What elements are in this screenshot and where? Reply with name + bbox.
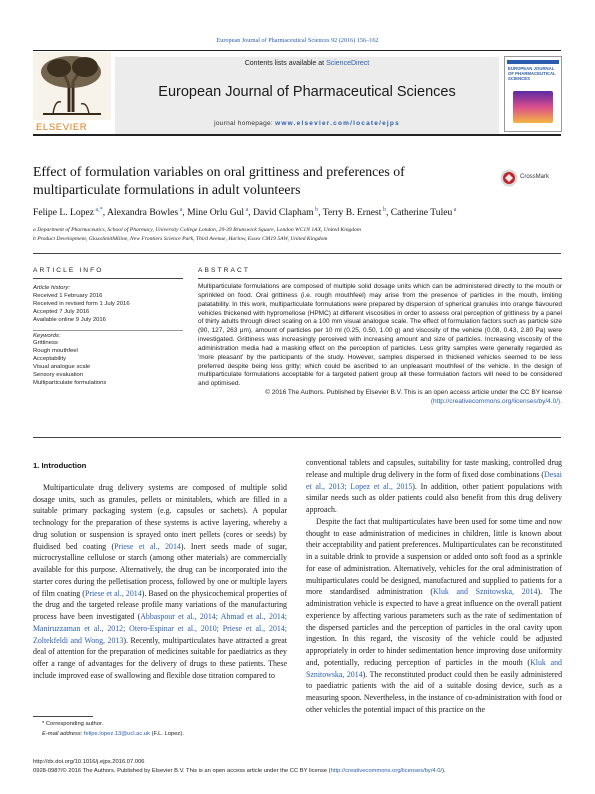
body-text: Multiparticulate drug delivery systems are composed of multiple solid dosage units, such as granules, pellets or minitablets, which are filled in a suitable primary packaging system (e.g. capsules or sachets). A popular technology for the preparation of these systems is active layering, whereby a drug solution or suspension is sprayed onto inert pellets (cores or seeds) by fluidised bed coating ( bbox=[33, 482, 287, 551]
author-name[interactable]: Alexandra Bowles bbox=[106, 207, 179, 219]
doi-link[interactable]: http://dx.doi.org/10.1016/j.ejps.2016.07.006 bbox=[33, 759, 145, 765]
author-list: Felipe L. Lopez $^{a,*}$, Alexandra Bowles $^a$, Mine Orlu Gul $^a$, David Clapham $^b$, Terry B. Ernest $^b$, Catherine Tuleu $^a$ bbox=[33, 207, 457, 219]
journal-cover-thumbnail bbox=[504, 56, 562, 132]
author-name[interactable]: David Clapham bbox=[253, 207, 314, 219]
sciencedirect-link[interactable]: ScienceDirect bbox=[326, 60, 370, 67]
issn-line bbox=[33, 768, 446, 774]
crossmark-badge[interactable] bbox=[500, 168, 560, 188]
homepage-link[interactable]: www.elsevier.com/locate/ejps bbox=[275, 120, 400, 127]
body-text: ). The reconstituted product could then be easily administered to paediatric patients with the aid of a suitable dosing device, such as a measuring spoon. Nevertheless, in the instance of co-administration with food or other vehicles the potential impact of this practice on the bbox=[306, 669, 563, 714]
author-affil-marker[interactable]: a bbox=[179, 207, 183, 213]
author-name[interactable]: Felipe L. Lopez bbox=[33, 207, 95, 219]
author-name[interactable]: Mine Orlu Gul bbox=[187, 207, 245, 219]
article-info-block bbox=[33, 285, 183, 388]
header-bottom-rule bbox=[33, 134, 561, 136]
body-text: conventional tablets and capsules, suitability for taste masking, controlled drug release and multiple drug delivery in the form of fixed dose combinations ( bbox=[306, 458, 562, 479]
corresponding-note: * Corresponding author. bbox=[42, 721, 104, 727]
journal-title: European Journal of Pharmaceutical Sciences bbox=[158, 84, 456, 100]
keyword: Acceptability bbox=[33, 356, 67, 363]
body-left-column bbox=[33, 460, 287, 682]
citation-link[interactable]: Kluk and Sznitowska, 2014 bbox=[433, 587, 538, 597]
issn-text: 0928-0987/© 2016 The Authors. Published by Elsevier B.V. This is an open access article under the CC BY license ( bbox=[33, 768, 331, 774]
body-right-column bbox=[306, 457, 562, 716]
citation-link[interactable]: Kluk and Sznitowska, 2014 bbox=[306, 657, 562, 679]
crossmark-label: CrossMark bbox=[520, 174, 550, 180]
abstract-bottom-rule bbox=[33, 437, 561, 438]
author-affil-marker[interactable]: a bbox=[453, 207, 457, 213]
crossmark-icon bbox=[500, 169, 518, 187]
cover-image bbox=[513, 91, 553, 123]
contents-line bbox=[115, 60, 499, 67]
history-item: Accepted 7 July 2016 bbox=[33, 308, 90, 315]
author-name[interactable]: Catherine Tuleu bbox=[390, 207, 453, 219]
journal-banner bbox=[115, 57, 499, 134]
homepage-prefix: journal homepage: bbox=[214, 120, 276, 127]
citation-link[interactable]: Desai et al., 2013; Lopez et al., 2015 bbox=[306, 469, 562, 491]
email-label: E-mail address: bbox=[42, 731, 84, 737]
contents-prefix: Contents lists available at bbox=[244, 60, 327, 67]
intro-paragraph-1 bbox=[33, 482, 287, 682]
keyword: Sensory evaluation bbox=[33, 372, 84, 379]
section-heading: 1. Introduction bbox=[33, 461, 87, 470]
cover-journal-name: EUROPEAN JOURNAL OF PHARMACEUTICAL SCIENCES bbox=[508, 66, 556, 81]
history-item: Received in revised form 1 July 2016 bbox=[33, 300, 130, 307]
author-affil-marker[interactable]: b bbox=[382, 207, 386, 213]
copyright-line bbox=[198, 389, 562, 407]
citation-link[interactable]: Priese et al., 2014 bbox=[114, 541, 181, 551]
article-info-rule bbox=[33, 278, 183, 279]
elsevier-logo bbox=[33, 52, 111, 134]
author-affil-marker[interactable]: b bbox=[315, 207, 319, 213]
journal-reference[interactable]: European Journal of Pharmaceutical Sciences 92 (2016) 156–162 bbox=[216, 37, 379, 44]
body-text: ). Recently, multiparticulates have attracted a great deal of attention for the preparation of medicines suitable for paediatrics as they offer a range of advantages for the delivery of drugs to these patients. These include improved ease of swallowing and flexible dose titration compared to bbox=[33, 635, 287, 680]
copyright-text: © 2016 The Authors. Published by Elsevier B.V. This is an open access article under the CC BY license bbox=[265, 389, 562, 397]
keyword: Visual analogue scale bbox=[33, 364, 91, 371]
abstract-block bbox=[198, 283, 562, 407]
abstract-text: Multiparticulate formulations are composed of multiple solid dosage units which can be administered directly to the mouth or sprinkled on food. Oral grittiness (i.e. rough mouthfeel) may arise from the presence of particles in the mouth, limiting palatability. In this work, multiparticulate formulations were prepared by dispersion of spherical granules into orange flavoured vehicles thickened with hypromellose (HPMC) at different viscosities in order to assess oral perception of grittiness by a panel of thirty adults through direct scaling on a 100 mm visual analogue scale. The effect of formulation factors such as particle size (90, 127, 263 μm), amount of particles per 10 ml (0.25, 0.50, 1.00 g) and viscosity of the vehicle (0.08, 0.43, 2.80 Pa) were investigated. Grittiness was increasingly perceived with increasing amount and size of particles. Increasing viscosity of the administration media had a masking effect on the perception of particles. Less gritty samples were generally regarded as 'more pleasant' by the participants of the study. However, samples dispersed in thickened vehicles seemed to be less preferred despite being less gritty; which could be ascribed to an unpleasant mouthfeel of the vehicle. In the design of multiparticulate formulations acceptable for a targeted patient group all these formulation factors will need to be considered and optimised. bbox=[198, 283, 562, 388]
keyword: Grittiness bbox=[33, 340, 58, 347]
affiliations-rule bbox=[33, 253, 561, 254]
body-text: ). The administration vehicle is expected to have a great influence on the overall patient experience by affecting various parameters such as the rate of sedimentation of the dispersed particles and the perception of particles in the oral cavity upon ingestion. In this regard, the viscosity of the vehicle could be adjusted appropriately in order to hinder sedimentation hence improving dose uniformity and, potentially, reducing perception of particles in the mouth ( bbox=[306, 587, 562, 667]
article-info-heading: ARTICLE INFO bbox=[33, 267, 104, 274]
issn-end: ). bbox=[442, 768, 446, 774]
keyword: Multiparticulate formulations bbox=[33, 379, 107, 386]
body-text: ). Based on the physicochemical properties of the drug and the targeted release profile many variations of the manufacturing process have been investigated ( bbox=[33, 588, 287, 621]
author-affil-marker[interactable]: a,* bbox=[95, 207, 103, 213]
email-suffix: (F.L. Lopez). bbox=[150, 731, 184, 737]
cover-top-band bbox=[507, 60, 559, 64]
affiliation-a: a Department of Pharmaceutics, School of Pharmacy, University College London, 29-39 Brunswick Square, London WC1N 1AX, United Kingdom bbox=[33, 227, 361, 233]
license-link[interactable]: (http://creativecommons.org/licenses/by/4.0/). bbox=[430, 397, 562, 405]
footnote-rule bbox=[33, 716, 93, 717]
elsevier-tree-icon bbox=[33, 52, 111, 120]
homepage-line bbox=[115, 120, 499, 127]
intro-paragraph-2 bbox=[306, 516, 562, 716]
citation-link[interactable]: Priese et al., 2014 bbox=[84, 588, 142, 598]
affiliation-b: b Product Development, GlaxoSmithKline, New Frontiers Science Park, Third Avenue, Harlow, Essex CM19 5AW, United Kingdom bbox=[33, 236, 328, 242]
body-text: ). In addition, other patient populations with similar needs such as older patients could also benefit from this drug delivery approach. bbox=[306, 481, 562, 514]
header-top-rule bbox=[33, 50, 561, 51]
license-url-link[interactable]: http://creativecommons.org/licenses/by/4.0/ bbox=[330, 768, 443, 774]
history-label: Article history: bbox=[33, 285, 70, 291]
publisher-name: ELSEVIER bbox=[36, 122, 88, 133]
citation-link[interactable]: Abbaspour et al., 2014; Ahmad et al., 2014; Maniruzzaman et al., 2012; Otero-Espinar et al., 2010; Priese et al., 2014; Zoltekfeldi and Wong, 2013 bbox=[33, 612, 288, 645]
abstract-heading: ABSTRACT bbox=[198, 267, 250, 274]
keyword: Rough mouthfeel bbox=[33, 348, 78, 355]
abstract-rule bbox=[198, 278, 562, 279]
body-text: ). Inert seeds made of sugar, microcrystalline cellulose or starch (among other materials) are commercially available for this purpose. Alternatively, the drug can be incorporated into the starter cores during the pelletisation process, followed by one or multiple layers of film coating ( bbox=[33, 541, 288, 598]
history-item: Received 1 February 2016 bbox=[33, 292, 103, 299]
email-note bbox=[42, 731, 184, 737]
body-text: Despite the fact that multiparticulates have been used for some time and now thought to ease administration of medicines in children, little is known about their acceptability and patient preferences. Multiparticulates can be reconstituted in a suitable drink to provide a suspension or added onto soft food as a sprinkle for ease of administration. Alternatively, vehicles for the oral administration of multiparticulates could be designed, manufactured and supplied to patients for a more standardised administration ( bbox=[306, 516, 562, 597]
history-item: Available online 9 July 2016 bbox=[33, 316, 106, 323]
journal-header bbox=[33, 52, 561, 135]
author-name[interactable]: Terry B. Ernest bbox=[322, 207, 382, 219]
author-affil-marker[interactable]: a bbox=[245, 207, 249, 213]
intro-paragraph-1-cont bbox=[306, 457, 562, 516]
email-link[interactable]: felipe.lopez.13@ucl.ac.uk bbox=[83, 731, 151, 737]
article-title: Effect of formulation variables on oral grittiness and preferences of multiparticulate formulations in adult volunteers bbox=[33, 164, 405, 197]
keywords-label: Keywords: bbox=[33, 330, 183, 341]
